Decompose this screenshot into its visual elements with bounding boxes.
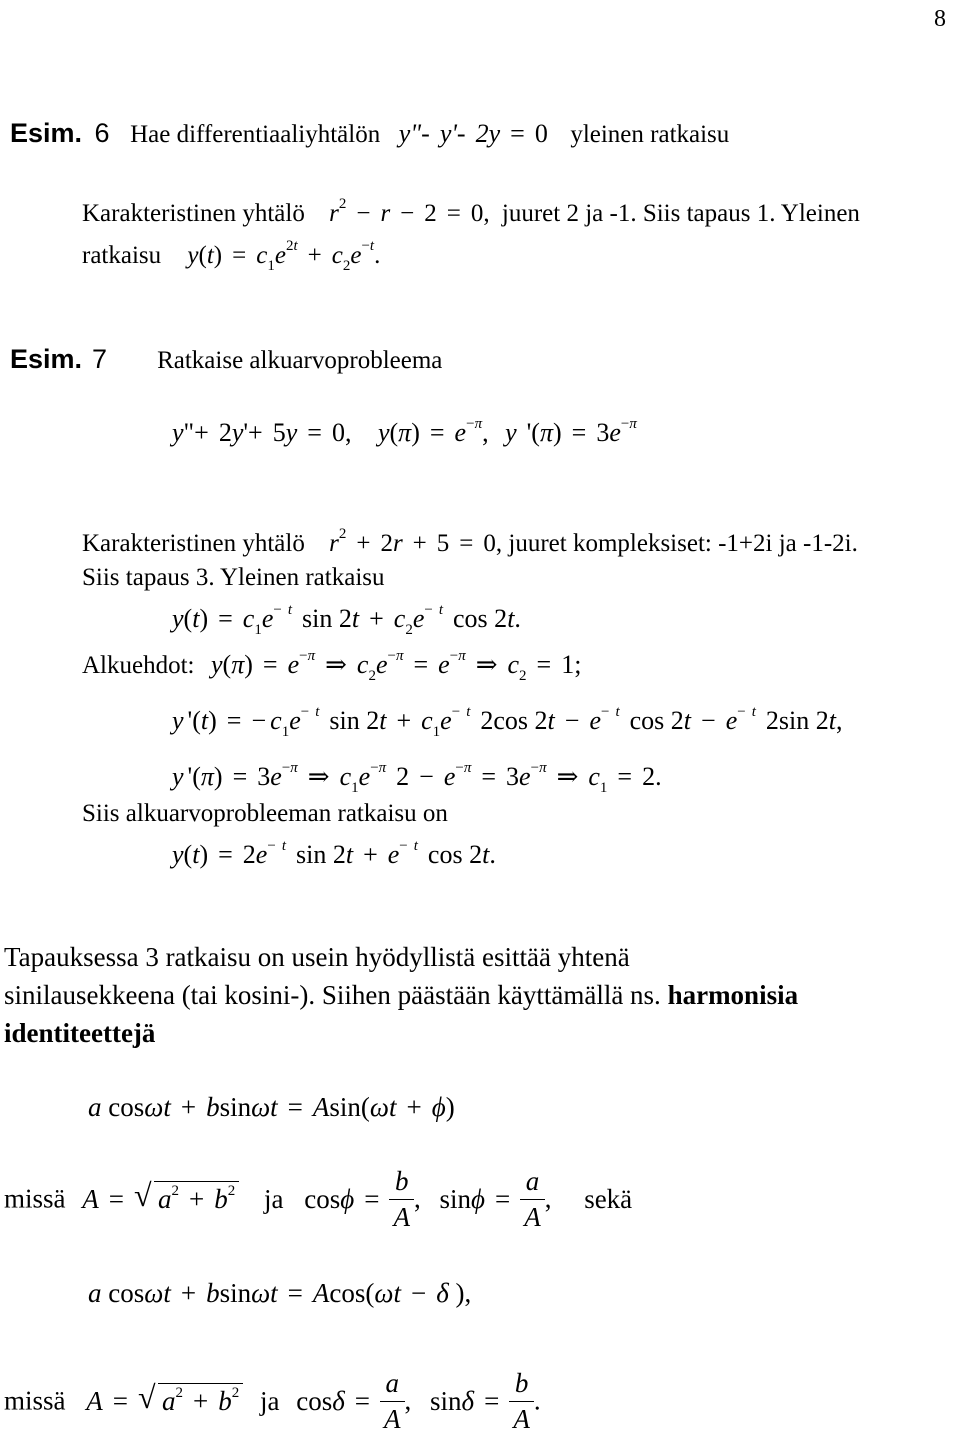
ex7-final-text: Siis alkuarvoprobleeman ratkaisu on bbox=[82, 800, 448, 827]
ex7-general-solution: $y(t) = c_1e^{- t}$ $\sin 2t + c_2e^{- t}$ cos 2t. bbox=[172, 602, 521, 638]
solution-equation: $y(t) = c_1e^{2t} + c_2e^{-t}$. bbox=[187, 238, 381, 274]
example-intro: Ratkaise alkuarvoprobleema bbox=[157, 347, 443, 374]
char-equation: $r^2 - r - 2 = 0$, bbox=[329, 196, 496, 227]
where-2: missä A = √ $a^2 + b^2$ ja cosδ = $\frac{a}{A}$ , sinδ = $\frac{b}{A}$ . bbox=[4, 1368, 541, 1434]
ex7-case-text: Siis tapaus 3. Yleinen ratkaisu bbox=[82, 564, 385, 591]
example-number: 6 bbox=[94, 118, 110, 148]
roots-text: juuret 2 ja -1. Siis tapaus 1. Yleinen bbox=[501, 200, 860, 227]
example-label: Esim. bbox=[10, 344, 83, 374]
ex7-condition-2: y '$(\pi) = 3e^{-\pi}$ ⇒ $c_1e^{-\pi}$ $2 - e^{-\pi} = 3e^{-\pi}$ ⇒ $c_1 = 2$. bbox=[172, 760, 662, 796]
example-number: 7 bbox=[92, 344, 108, 374]
roots-text: , juuret kompleksiset: -1+2i ja -1-2i. bbox=[495, 530, 858, 557]
square-root: √ $a^2 + b^2$ bbox=[134, 1181, 239, 1215]
page-number: 8 bbox=[934, 6, 946, 32]
example-7-heading bbox=[10, 344, 442, 375]
para-bold-term-2: identiteettejä bbox=[4, 1018, 156, 1048]
ex7-characteristic-line bbox=[82, 526, 858, 558]
example-intro: Hae differentiaaliyhtälön bbox=[130, 121, 381, 148]
para-line-2: sinilausekkeena (tai kosini-). Siihen päästään käyttämällä ns. bbox=[4, 980, 661, 1010]
ex7-derivative: y '(t) = − $c_1e^{- t}$ $\sin 2t + c_1e^{- t}$ 2cos $2t - e^{- t}$ $\cos 2t - e^{- t}$ 2sin 2t, bbox=[172, 704, 843, 740]
and-word: sekä bbox=[584, 1183, 633, 1214]
harmonic-paragraph bbox=[4, 938, 956, 1052]
char-equation: $r^2 + 2r + 5 = 0$ bbox=[329, 526, 496, 557]
example-6-heading bbox=[10, 118, 729, 149]
ex6-solution-line bbox=[82, 238, 381, 274]
fraction-a-over-A: $\frac{a}{A}$ bbox=[380, 1368, 405, 1435]
para-bold-term: harmonisia bbox=[667, 980, 799, 1010]
where-label: missä bbox=[4, 1183, 66, 1214]
condition-1: $y(\pi) = e^{-\pi}$ ⇒ $c_2e^{-\pi} = e^{-\pi}$ ⇒ $c_2 = 1$; bbox=[211, 648, 582, 684]
ex7-final-solution: $y(t) = 2e^{- t}$ $\sin 2t + e^{- t}$ cos 2t. bbox=[172, 838, 496, 869]
ex7-conditions bbox=[82, 648, 582, 684]
ex7-ivp: y"+ 2y'+ 5y = 0, $y(\pi) = e^{-\pi}$, y '$(\pi) = 3e^{-\pi}$ bbox=[172, 416, 637, 447]
example-equation: y"- y'- 2y = 0 bbox=[398, 119, 548, 148]
fraction-b-over-A: $\frac{b}{A}$ bbox=[509, 1368, 534, 1435]
char-label: Karakteristinen yhtälö bbox=[82, 530, 305, 557]
where-label: missä bbox=[4, 1385, 66, 1416]
where-1: missä A = √ $a^2 + b^2$ ja cosϕ = $\frac{b}{A}$ , sinϕ = $\frac{a}{A}$ , sekä bbox=[4, 1166, 633, 1232]
example-outro: yleinen ratkaisu bbox=[570, 121, 730, 148]
fraction-b-over-A: $\frac{b}{A}$ bbox=[389, 1166, 414, 1233]
para-line-1: Tapauksessa 3 ratkaisu on usein hyödyllistä esittää yhtenä bbox=[4, 942, 630, 972]
char-label: Karakteristinen yhtälö bbox=[82, 200, 305, 227]
square-root: √ $a^2 + b^2$ bbox=[138, 1383, 243, 1417]
identity-1: a cosωt + bsinωt = Asin(ωt + ϕ) bbox=[88, 1092, 455, 1122]
example-label: Esim. bbox=[10, 118, 83, 148]
identity-2: a cosωt + bsinωt = Acos(ωt − δ ), bbox=[88, 1278, 472, 1308]
fraction-a-over-A: $\frac{a}{A}$ bbox=[520, 1166, 545, 1233]
ex6-characteristic-line bbox=[82, 196, 860, 228]
conditions-label: Alkuehdot: bbox=[82, 652, 195, 679]
solution-label: ratkaisu bbox=[82, 242, 162, 269]
